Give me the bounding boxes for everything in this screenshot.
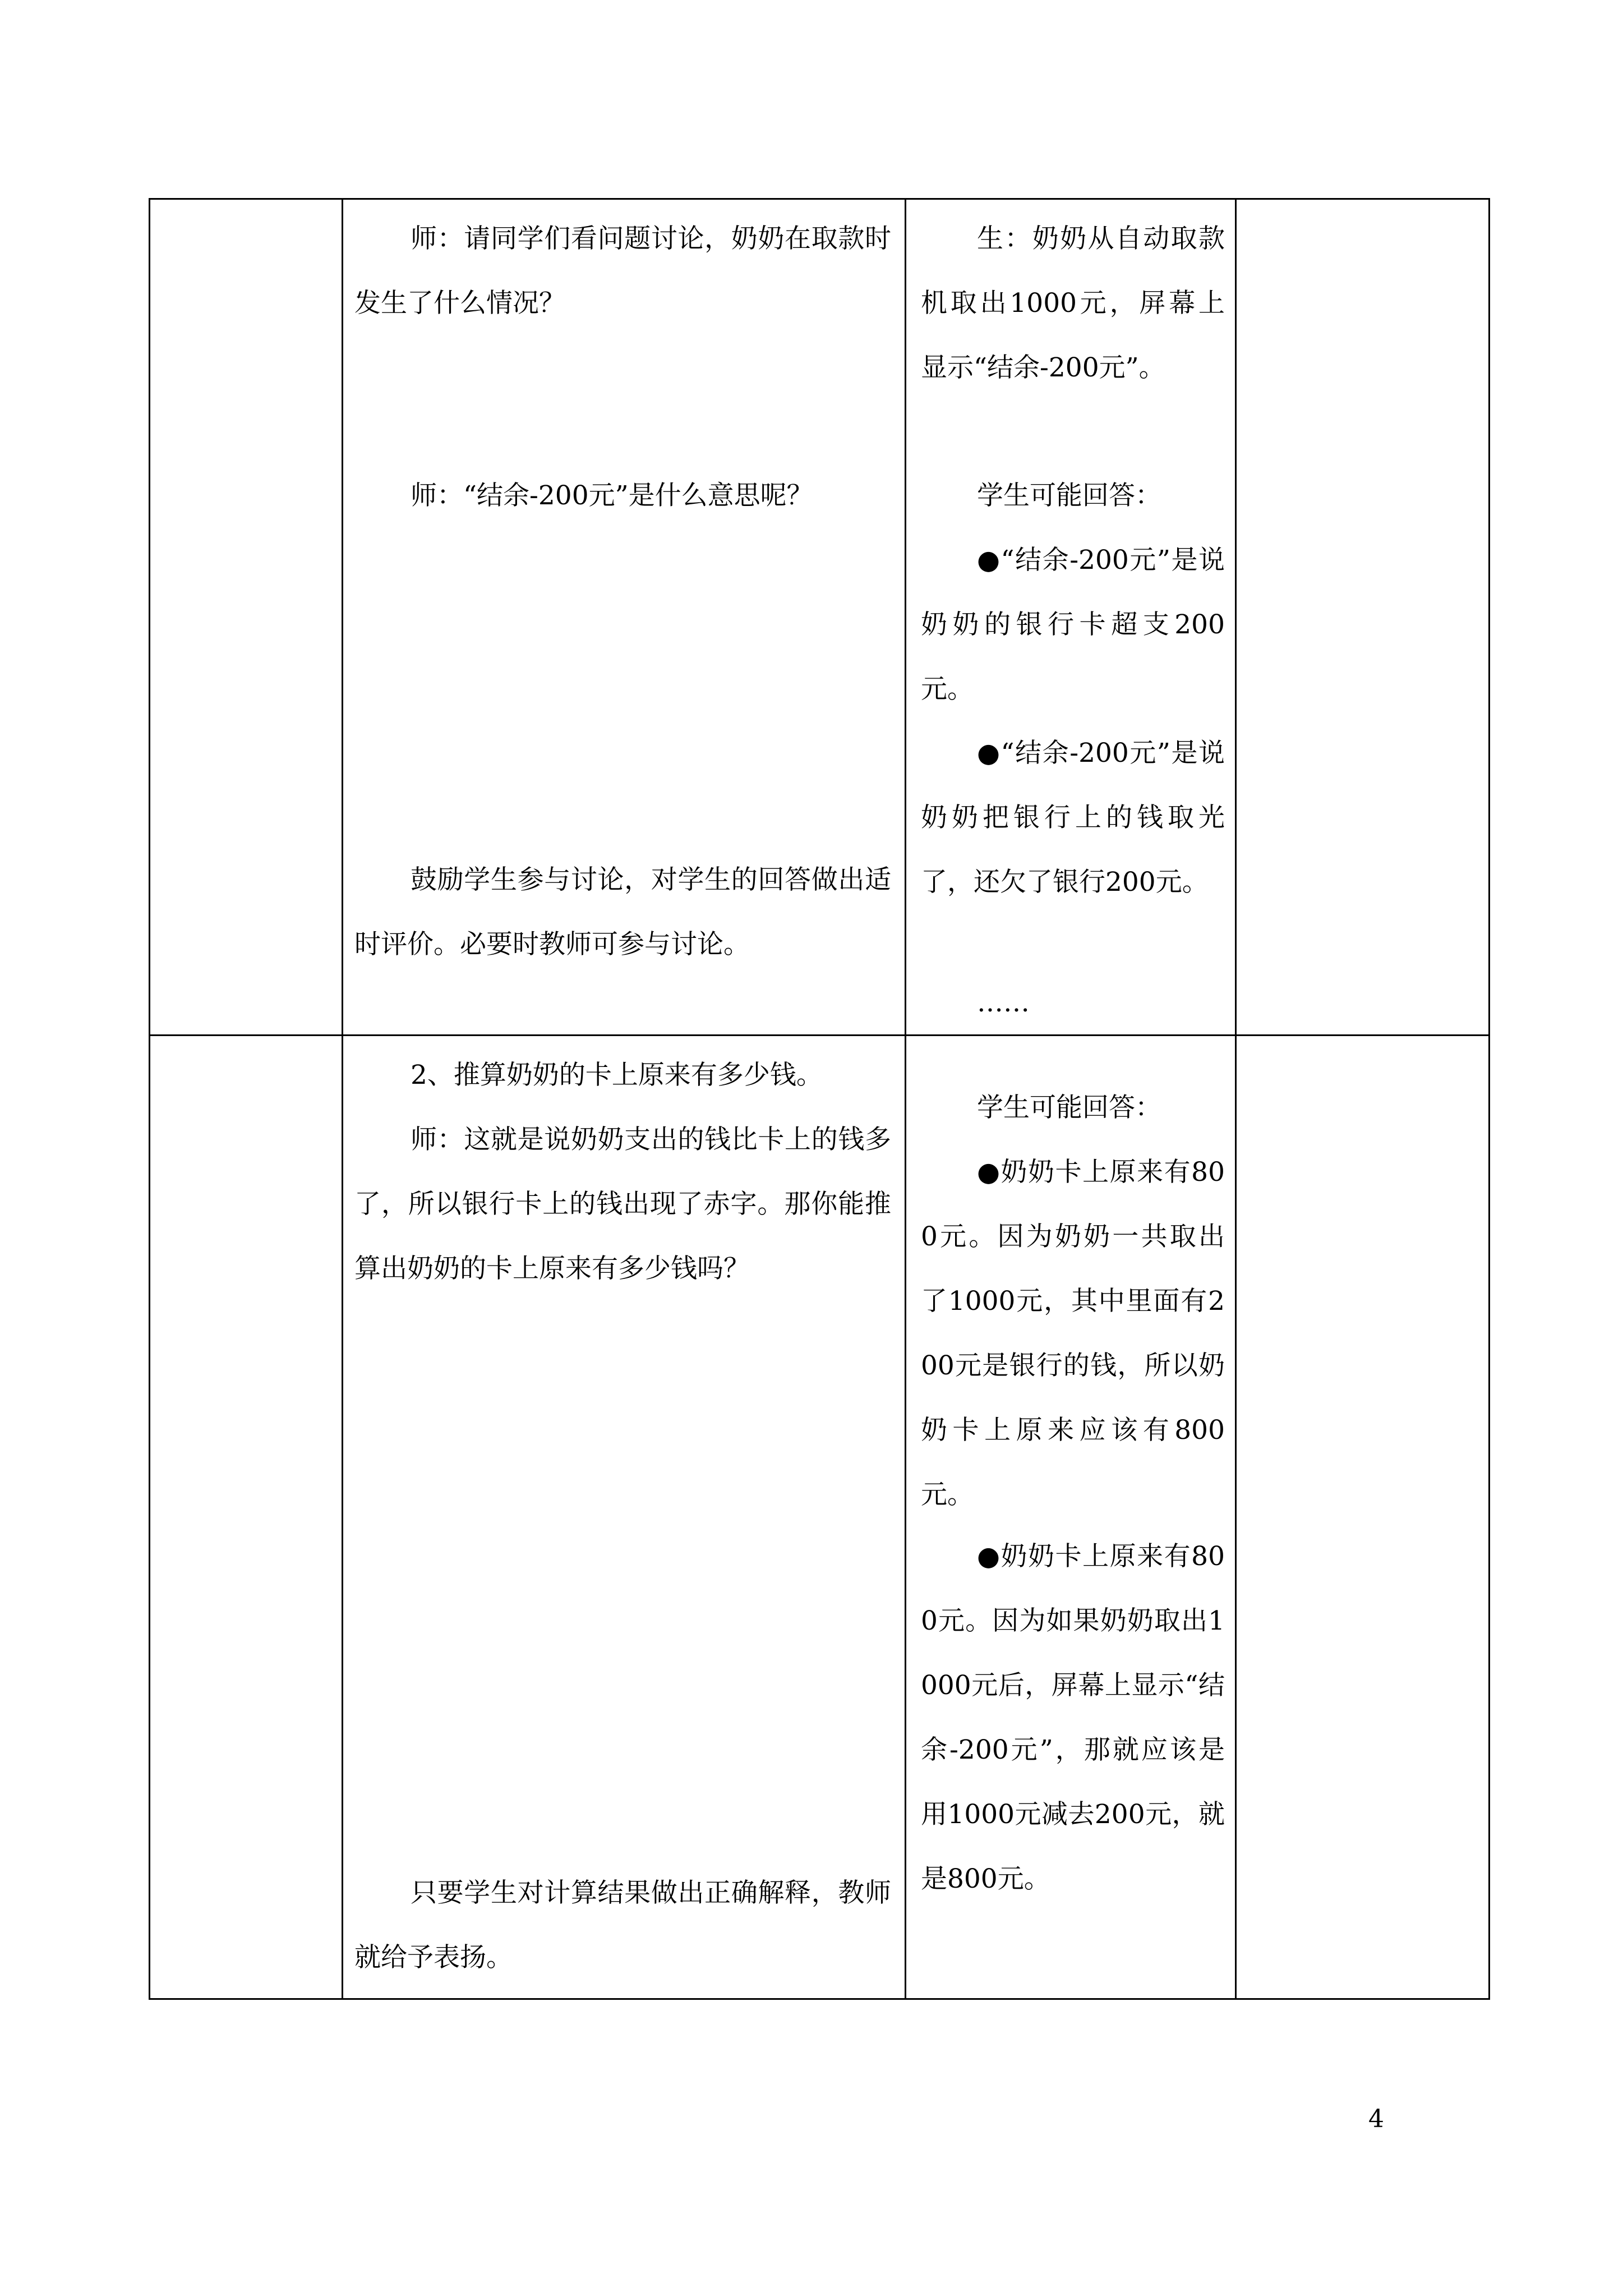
student-paragraph: ●奶奶卡上原来有800元。因为如果奶奶取出1000元后，屏幕上显示“结余-200元”，那就应该是用1000元减去200元，就是800元。 <box>921 1541 1225 1894</box>
teacher-activity-cell <box>343 199 906 1036</box>
student-activity-cell <box>906 199 1236 1036</box>
stage-cell <box>150 1036 343 1999</box>
stage-cell <box>150 199 343 1036</box>
page-number: 4 <box>1368 2105 1384 2133</box>
student-paragraph: ●“结余-200元”是说奶奶把银行上的钱取光了，还欠了银行200元。 <box>921 738 1225 898</box>
teacher-paragraph: 只要学生对计算结果做出正确解释，教师就给予表扬。 <box>354 1878 891 1973</box>
student-paragraph: …… <box>977 987 1030 1018</box>
teacher-paragraph: 师：“结余-200元”是什么意思呢？ <box>411 480 813 511</box>
lesson-plan-table <box>149 198 1490 2000</box>
student-paragraph: ●奶奶卡上原来有800元。因为奶奶一共取出了1000元，其中里面有200元是银行的钱，所以奶奶卡上原来应该有800元。 <box>921 1157 1225 1510</box>
teacher-paragraph: 2、推算奶奶的卡上原来有多少钱。 <box>411 1060 823 1091</box>
table-row <box>150 199 1490 1036</box>
student-paragraph: 学生可能回答： <box>977 1092 1161 1123</box>
teacher-activity-cell <box>343 1036 906 1999</box>
teacher-paragraph: 鼓励学生参与讨论，对学生的回答做出适时评价。必要时教师可参与讨论。 <box>354 864 891 960</box>
notes-cell <box>1236 199 1490 1036</box>
table-row <box>150 1036 1490 1999</box>
teacher-paragraph: 师：这就是说奶奶支出的钱比卡上的钱多了，所以银行卡上的钱出现了赤字。那你能推算出奶奶的卡上原来有多少钱吗？ <box>354 1124 891 1284</box>
student-paragraph: ●“结余-200元”是说奶奶的银行卡超支200元。 <box>921 545 1225 705</box>
student-paragraph: 生：奶奶从自动取款机取出1000元，屏幕上显示“结余-200元”。 <box>921 223 1225 383</box>
student-paragraph: 学生可能回答： <box>977 480 1161 511</box>
teacher-paragraph: 师：请同学们看问题讨论，奶奶在取款时发生了什么情况？ <box>354 223 891 319</box>
notes-cell <box>1236 1036 1490 1999</box>
student-activity-cell <box>906 1036 1236 1999</box>
